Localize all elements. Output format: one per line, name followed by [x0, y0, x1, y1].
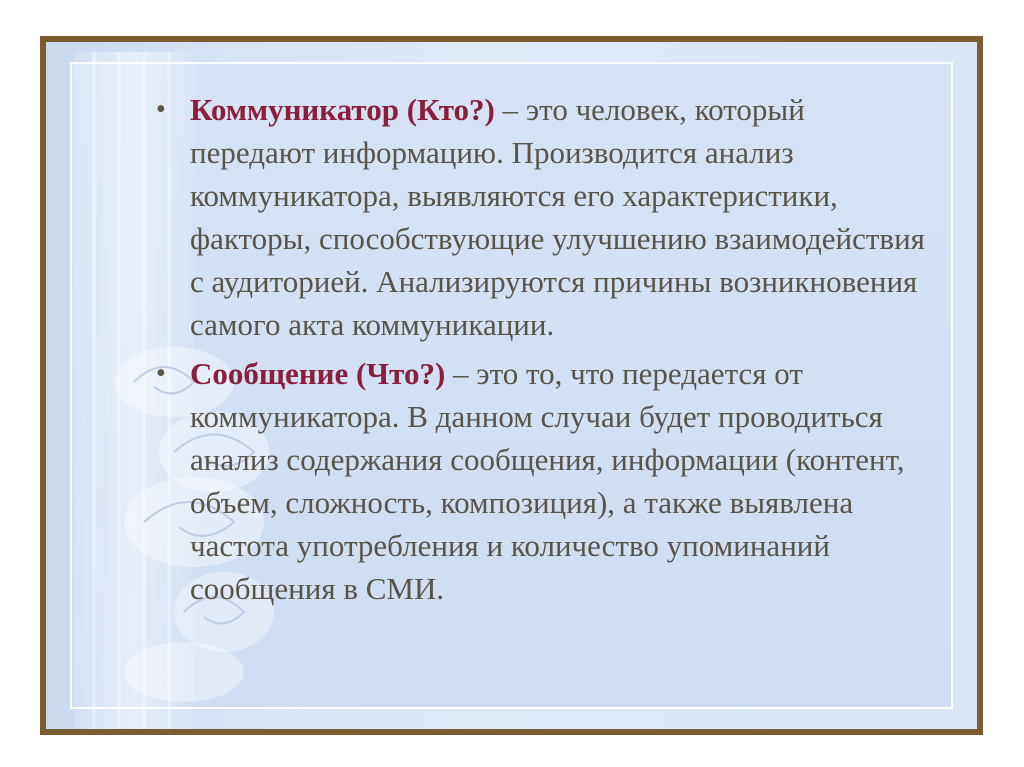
term-message: Сообщение (Что?)	[190, 356, 446, 391]
bullet-list	[150, 88, 930, 616]
bullet-icon: •	[156, 358, 166, 389]
bullet-icon: •	[156, 94, 166, 125]
item-description: – это человек, который передают информацию. Производится анализ коммуникатора, выявляются его характеристики, факторы, способствующие улучшению взаимодействия с аудиторией. Анализируются причины возникновения самого акта коммуникации.	[190, 92, 925, 342]
list-item	[150, 88, 930, 346]
item-description: – это то, что передается от коммуникатора. В данном случаи будет проводиться анализ содержания сообщения, информации (контент, объем, сложность, композиция), а также выявлена частота употребления и количество упоминаний сообщения в СМИ.	[190, 356, 905, 606]
list-item	[150, 352, 930, 610]
term-communicator: Коммуникатор (Кто?)	[190, 92, 495, 127]
